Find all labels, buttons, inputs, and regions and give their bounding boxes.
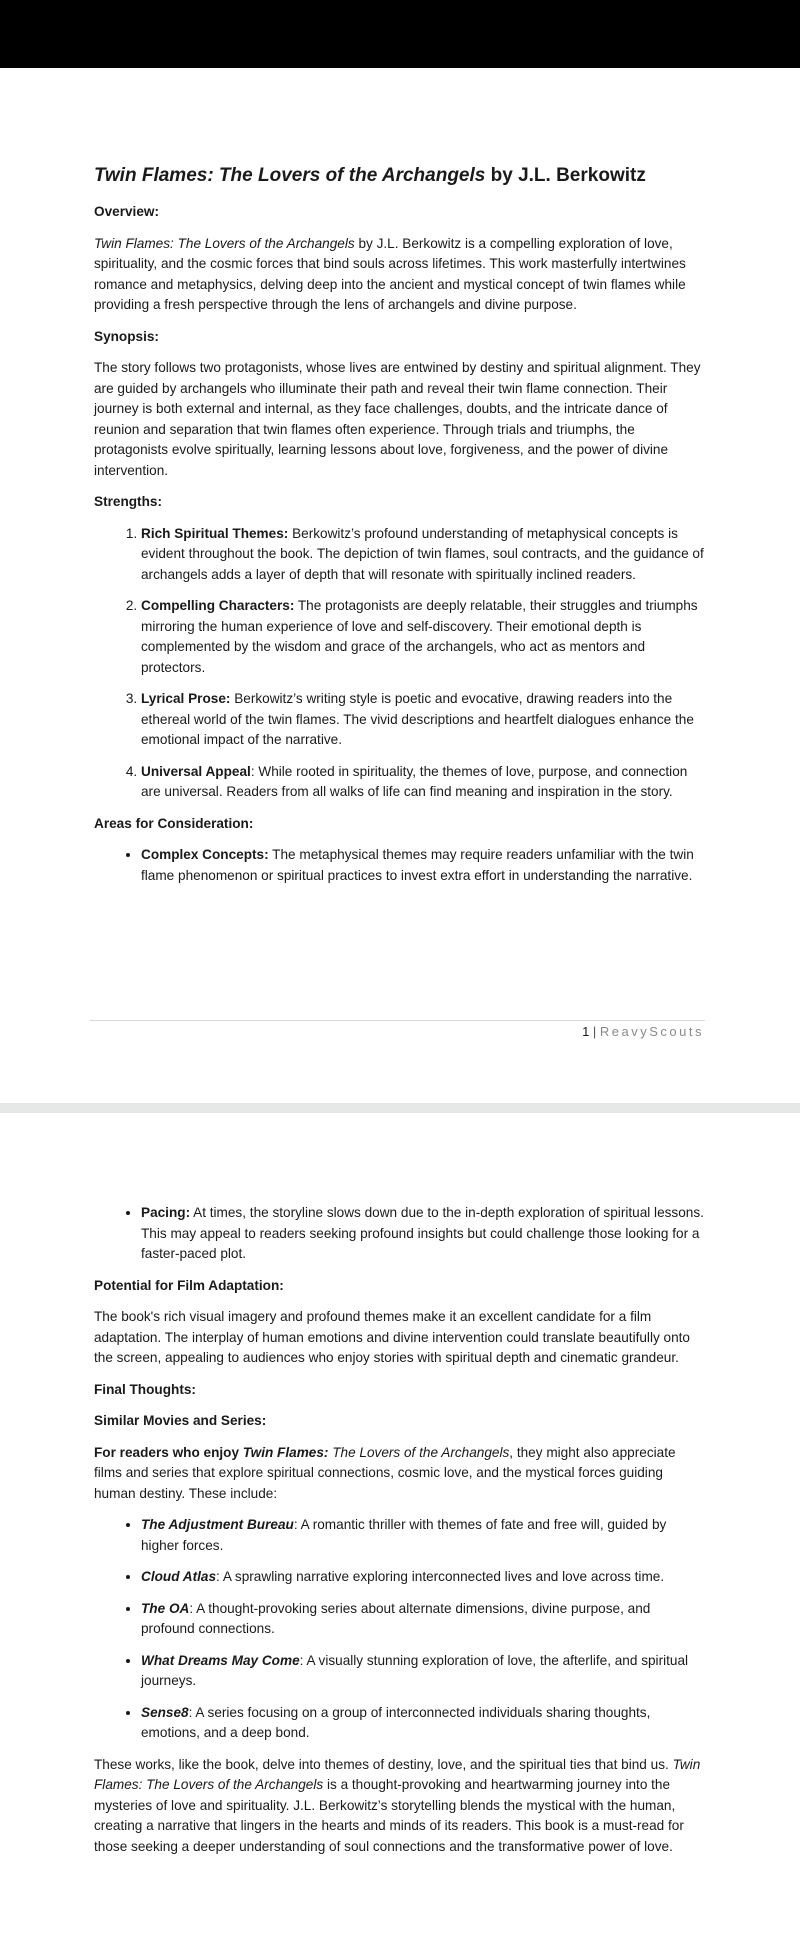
synopsis-heading: Synopsis: — [94, 328, 159, 344]
similar-item: • The OA: A thought-provoking series about alternate dimensions, divine purpose, and profound connections. — [141, 1599, 704, 1640]
strength-item: 3. Lyrical Prose: Berkowitz’s writing style is poetic and evocative, drawing readers into the ethereal world of the twin flames. The vivid descriptions and heartfelt dialogues enhance the emotional impact of the narrative. — [141, 689, 704, 751]
similar-item: • Sense8: A series focusing on a group of interconnected individuals sharing thoughts, emotions, and a deep bond. — [141, 1703, 704, 1744]
footer-divider — [90, 1020, 705, 1021]
similar-list — [94, 1515, 704, 1744]
synopsis-paragraph: The story follows two protagonists, whose lives are entwined by destiny and spiritual alignment. They are guided by archangels who illuminate their path and reveal their twin flame connection. Their journey is both external and internal, as they face challenges, doubts, and the intricate dance of reunion and separation that twin flames often experience. Through trials and triumphs, the protagonists evolve spiritually, learning lessons about love, forgiveness, and the power of divine intervention. — [94, 360, 701, 478]
film-adaptation-heading: Potential for Film Adaptation: — [94, 1277, 284, 1293]
considerations-heading: Areas for Consideration: — [94, 815, 254, 831]
closing-paragraph: These works, like the book, delve into themes of destiny, love, and the spiritual ties that bind us. Twin Flames: The Lovers of the Archangels is a thought-provoking and heartwarming journey into the mysteries of love and spirituality. J.L. Berkowitz’s storytelling blends the mystical with the human, creating a narrative that lingers in the hearts and minds of its readers. This book is a must-read for those seeking a deeper understanding of soul connections and the transformative power of love. — [94, 1756, 701, 1854]
overview-book-name: Twin Flames: The Lovers of the Archangels — [94, 235, 355, 251]
footer-separator: | — [589, 1024, 600, 1039]
page-gap — [0, 1103, 800, 1113]
consideration-item: • Complex Concepts: The metaphysical themes may require readers unfamiliar with the twin flame phenomenon or spiritual practices to invest extra effort in understanding the narrative. — [141, 845, 704, 886]
strength-item: 1. Rich Spiritual Themes: Berkowitz’s profound understanding of metaphysical concepts is evident throughout the book. The depiction of twin flames, soul contracts, and the guidance of archangels adds a layer of depth that will resonate with spiritually inclined readers. — [141, 524, 704, 586]
title-author: by J.L. Berkowitz — [485, 165, 646, 186]
overview-heading: Overview: — [94, 204, 159, 219]
viewer-top-bar — [0, 0, 800, 68]
document-page-2 — [0, 1113, 800, 1955]
considerations-list — [94, 845, 704, 886]
footer-brand: ReavyScouts — [599, 1024, 704, 1039]
page-number: 1 — [582, 1024, 590, 1039]
strength-item: 2. Compelling Characters: The protagonists are deeply relatable, their struggles and triumphs mirroring the human experience of love and self-discovery. Their emotional depth is complemented by the wisdom and grace of the archangels, who act as mentors and protectors. — [141, 596, 704, 678]
page-footer — [582, 1024, 704, 1039]
similar-item: • What Dreams May Come: A visually stunning exploration of love, the afterlife, and spiritual journeys. — [141, 1651, 704, 1692]
overview-text: by J.L. Berkowitz is a compelling exploration of love, spirituality, and the cosmic forces that bind souls across lifetimes. This work masterfully intertwines romance and metaphysics, delving deep into the ancient and mystical concept of twin flames while providing a fresh perspective through the lens of archangels and divine purpose. — [94, 235, 686, 312]
overview-paragraph — [94, 234, 704, 316]
page-1-content — [94, 163, 704, 897]
title-book-name: Twin Flames: The Lovers of the Archangels — [94, 165, 486, 186]
similar-intro-paragraph: For readers who enjoy Twin Flames: The Lovers of the Archangels, they might also appreciate films and series that explore spiritual connections, cosmic love, and the mystical forces guiding human destiny. These include: — [94, 1444, 676, 1501]
strength-item: 4. Universal Appeal: While rooted in spirituality, the themes of love, purpose, and connection are universal. Readers from all walks of life can find meaning and inspiration in the story. — [141, 762, 704, 803]
strengths-list — [94, 524, 704, 803]
similar-item: • Cloud Atlas: A sprawling narrative exploring interconnected lives and love across time. — [141, 1567, 704, 1588]
document-title — [94, 163, 704, 189]
film-adaptation-paragraph: The book's rich visual imagery and profound themes make it an excellent candidate for a film adaptation. The interplay of human emotions and divine intervention could translate beautifully onto the screen, appealing to audiences who enjoy stories with spiritual depth and cinematic grandeur. — [94, 1309, 690, 1365]
final-thoughts-heading: Final Thoughts: — [94, 1381, 196, 1397]
strengths-heading: Strengths: — [94, 494, 162, 509]
considerations-list-continued — [94, 1203, 704, 1265]
similar-heading: Similar Movies and Series: — [94, 1413, 267, 1428]
consideration-item: • Pacing: At times, the storyline slows down due to the in-depth exploration of spiritual lessons. This may appeal to readers seeking profound insights but could challenge those looking for a faster-paced plot. — [141, 1203, 704, 1265]
document-page-1 — [0, 68, 800, 1103]
similar-item: • The Adjustment Bureau: A romantic thriller with themes of fate and free will, guided by higher forces. — [141, 1515, 704, 1556]
page-2-content — [94, 1203, 704, 1868]
